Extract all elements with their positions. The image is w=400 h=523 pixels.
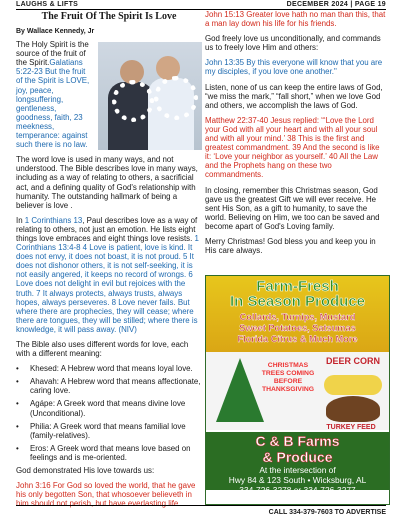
ad-phone-line: 334-726-3278 or 334-726-3277: [239, 485, 356, 495]
paragraph-commands: God freely love us unconditionally, and commands us to freely love Him and others:: [205, 34, 381, 53]
ad-produce-line: Sweet Potatoes, Satsumas: [239, 323, 356, 333]
header-left: LAUGHS & LIFTS: [16, 1, 79, 8]
john-3-16: John 3:16 For God so loved the world, that he gave his only begotten Son, that whosoever believeth in him should not perish, but have everlasting life.: [16, 481, 196, 509]
corn-icon: [324, 375, 382, 395]
ad-turkey-feed: TURKEY FEED: [326, 424, 376, 431]
lei-icon: [112, 80, 154, 122]
ad-address-line: Hwy 84 & 123 South • Wicksburg, AL: [228, 475, 367, 485]
article-title: The Fruit Of The Spirit Is Love: [41, 11, 177, 22]
ad-headline: Farm-Fresh: [256, 278, 339, 295]
farm-advertisement: [205, 275, 390, 505]
page-footer: CALL 334-379-7603 TO ADVERTISE: [16, 505, 386, 523]
paragraph-laws: Listen, none of us can keep the entire laws of God, “we miss the mark,” “fall short,” when we love God and others, we accomplish the laws of God.: [205, 82, 383, 110]
bullet-item: • Eros: A Greek word that means love based on feelings and is me-oriented.: [16, 443, 191, 462]
paragraph-demonstrated: God demonstrated His love towards us:: [16, 466, 155, 476]
ad-brand-subname: & Produce: [262, 449, 333, 465]
right-column: [205, 10, 387, 261]
bullet-item: • Philia: A Greek word that means familial love (family-relatives).: [16, 421, 186, 440]
paragraph-love-ways: The word love is used in many ways, and not understood. The Bible describes love in many ways, including as a way of relating to others, a sacrificial act, and a defining quality of God's relationship with humanity. The outstanding hallmark of being a believer is love .: [16, 155, 198, 210]
intro-paragraph: The Holy Spirit is the source of the fruit of the Spirit.Galatians 5:22-23 But the fruit of the Spirit is LOVE, joy, peace, longsuffering, gentleness, goodness, faith, 23 meekness, temperance: against such there is no law.: [16, 40, 90, 150]
ad-brand-name: C & B Farms: [255, 433, 340, 449]
paragraph-closing: In closing, remember this Christmas season, God gave us the greatest Gift we will ever receive. He sent His Son, as a gift to humanity, to save the world. Believing on Him, we too can be saved and become apart of God's Loving family.: [205, 185, 380, 231]
couple-photo: [98, 42, 202, 150]
ad-produce-line: Collards, Turnips, Mustard: [239, 312, 356, 322]
ad-deer-corn: DEER CORN: [325, 356, 380, 366]
bullet-item: • Ahavah: A Hebrew word that means affectionate, caring love.: [16, 377, 201, 396]
header-right: DECEMBER 2024 | PAGE 19: [286, 1, 386, 8]
paragraph-corinthians: In 1 Corinthians 13, Paul describes love as a way of relating to others, not just an emotion. He lists eight things love embraces and eight things love resists. 1 Corinthians 13:4-8 4 Love is patient, love is kind. It does not envy, it does not boast, it is not proud. 5 It does not dishonor others, it is not self-seeking, it is not easily angered, it keeps no record of wrongs. 6 Love does not delight in evil but rejoices with the truth. 7 It always protects, always trusts, always hopes, always perseveres. 8 Love never fails. But where there are prophecies, they will cease; where there are tongues, they will be stilled; where there is knowledge, it will pass away. (NIV): [16, 215, 199, 334]
ad-produce-line: Florida Citrus & Much More: [237, 334, 358, 344]
john-15-13: John 15:13 Greater love hath no man than this, that a man lay down his life for his friends.: [205, 10, 386, 29]
paragraph-words: The Bible also uses different words for love, each with a different meaning:: [16, 340, 189, 359]
ad-subheadline: In Season Produce: [229, 293, 366, 310]
matthew-22: Matthew 22:37-40 Jesus replied: “‘Love the Lord your God with all your heart and with all your soul and with all your mind.’ 38 This is the first and greatest commandment. 39 And the second is like it: ‘Love your neighbor as yourself.’ 40 All the Law and the Prophets hang on these two commandments.: [205, 115, 380, 180]
bullet-item: • Agápe: A Greek word that means divine love (Unconditional).: [16, 399, 186, 418]
ad-address-line: At the intersection of: [259, 465, 336, 475]
bullet-item: • Khesed: A Hebrew word that means loyal love.: [16, 364, 193, 374]
turkey-icon: [326, 396, 380, 422]
left-column: [16, 10, 202, 514]
ad-christmas-trees: CHRISTMAS TREES COMING BEFORE THANKSGIVING: [261, 362, 315, 393]
john-13-35: John 13:35 By this everyone will know that you are my disciples, if you love one another.": [205, 58, 383, 77]
paragraph-merry-christmas: Merry Christmas! God bless you and keep you in His care always.: [205, 236, 376, 256]
lei-icon: [154, 76, 198, 120]
galatians-ref: Galatians 5:22-23 But the fruit of the Spirit is LOVE, joy, peace, longsuffering, gentleness, goodness, faith, 23 meekness, temperance: against such there is no law.: [16, 58, 90, 150]
corinthians-ref: 1 Corinthians 13:4-8 4 Love is patient, love is kind. It does not envy, it does not boast, it is not proud. 5 It does not dishonor others, it is not self-seeking, it is not easily angered, it keeps no record of wrongs. 6 Love does not delight in evil but rejoices with the truth. 7 It always protects, always trusts, always hopes, always perseveres. 8 Love never fails. But where there are prophecies, they will cease; where there are tongues, they will be stilled; where there is knowledge, it will pass away. (NIV): [16, 233, 199, 334]
article-byline: By Wallace Kennedy, Jr: [16, 28, 95, 35]
